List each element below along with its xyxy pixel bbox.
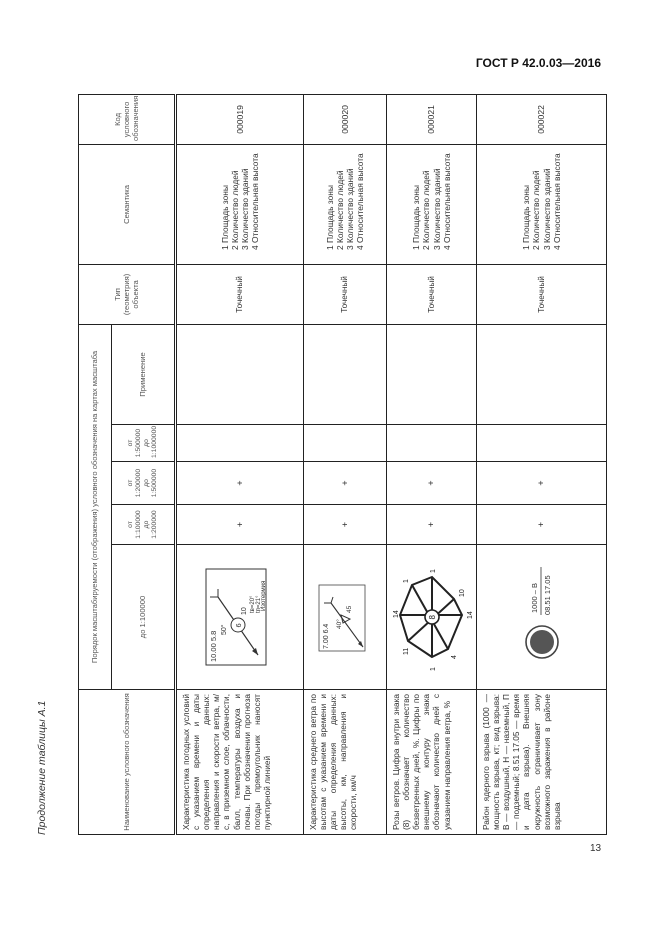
row-symbol — [304, 545, 387, 690]
svg-text:10: 10 — [241, 607, 248, 615]
row-semantics — [477, 144, 607, 264]
row-name: Район ядерного взрыва (1000 — мощность взрыва, кт; вид взрыва: В — воздушный, Н — наземный, П — подземный; 8.51 17.05 — время и дата взрыва). Внешняя окружность ограничивает зону возможного заражения в районе взрыва — [477, 690, 607, 835]
row-scale-3: + — [304, 462, 387, 505]
semantics-item: 4 Относительная высота — [355, 153, 366, 250]
row-code: 000022 — [477, 94, 607, 144]
header-semantics: Семантика — [79, 144, 176, 264]
symbols-table — [78, 94, 607, 835]
semantics-item: 2 Количество людей — [229, 170, 240, 250]
row-code: 000021 — [387, 94, 477, 144]
row-scale-4 — [387, 425, 477, 462]
row-symbol — [176, 545, 304, 690]
svg-text:1: 1 — [429, 667, 437, 671]
row-scale-3: + — [477, 462, 607, 505]
svg-text:tв=20°: tв=20° — [250, 595, 256, 613]
semantics-item: 1 Площадь зоны — [521, 185, 531, 250]
row-type: Точечный — [387, 264, 477, 324]
svg-text:14: 14 — [392, 610, 400, 618]
row-semantics — [176, 144, 304, 264]
semantics-item: 1 Площадь зоны — [411, 185, 421, 250]
row-code: 000020 — [304, 94, 387, 144]
svg-text:1000 – В: 1000 – В — [529, 582, 539, 613]
semantics-item: 4 Относительная высота — [441, 153, 452, 250]
semantics-item: 1 Площадь зоны — [219, 185, 230, 250]
table-row — [477, 94, 607, 834]
row-name: Характеристика погодных условий с указанием времени и даты определения данных: направления и скорости ветра, м/с, в приземном слое, облачности, балл, температуры воздуха и почвы. При обозначении прогноза погоды прямоугольник наносят пунктирной линией — [176, 690, 304, 835]
row-name: Характеристика среднего ветра по высотам с указанием времени и даты определения данных: высоты, км, направления и скорости, км/ч — [304, 690, 387, 835]
row-scale-2: + — [176, 505, 304, 545]
row-symbol — [387, 545, 477, 690]
table-caption: Продолжение таблицы А.1 — [36, 700, 48, 835]
row-name: Розы ветров. Цифра внутри знака (8) обозначает количество безветренных дней, %. Цифры по внешнему контуру знака обозначают количество дней с указанием направления ветра, % — [387, 690, 477, 835]
table-row — [176, 94, 304, 834]
row-symbol — [477, 545, 607, 690]
header-scale-2: от 1:100000 до 1:200000 — [112, 505, 176, 545]
semantics-item: 3 Количество зданий — [345, 168, 355, 250]
semantics-item: 3 Количество зданий — [541, 168, 552, 250]
header-code: Код условного обозначения — [79, 94, 176, 144]
svg-text:08.51 17.05: 08.51 17.05 — [542, 575, 552, 615]
row-scale-2: + — [477, 505, 607, 545]
svg-text:14: 14 — [466, 611, 474, 619]
header-scale-group: Порядок масштабируемости (отображения) условного обозначения на картах масштаба — [79, 324, 112, 689]
header-name: Наименование условного обозначения — [79, 690, 176, 835]
svg-text:4: 4 — [450, 655, 458, 659]
document-standard-header: ГОСТ Р 42.0.03—2016 — [475, 56, 601, 70]
svg-text:8: 8 — [427, 615, 437, 620]
svg-text:6: 6 — [234, 623, 243, 628]
row-semantics — [387, 144, 477, 264]
rotated-table-container — [78, 95, 600, 835]
table-row — [304, 94, 387, 834]
semantics-item: 3 Количество зданий — [240, 168, 250, 250]
svg-text:10.00 5.8: 10.00 5.8 — [209, 630, 218, 662]
row-scale-3: + — [176, 462, 304, 505]
row-application — [176, 324, 304, 424]
row-semantics — [304, 144, 387, 264]
page-number: 13 — [590, 843, 602, 854]
svg-text:tп=21°: tп=21° — [256, 595, 262, 613]
row-type: Точечный — [477, 264, 607, 324]
row-type: Точечный — [176, 264, 304, 324]
svg-text:1: 1 — [402, 579, 410, 583]
semantics-item: 1 Площадь зоны — [324, 185, 335, 250]
semantics-item: 2 Количество людей — [421, 170, 432, 250]
row-scale-3: + — [387, 462, 477, 505]
row-application — [387, 324, 477, 424]
svg-text:45: 45 — [346, 605, 353, 613]
row-code: 000019 — [176, 94, 304, 144]
svg-text:10: 10 — [458, 589, 466, 597]
row-scale-4 — [477, 425, 607, 462]
semantics-item: 4 Относительная высота — [551, 153, 562, 250]
nuclear-explosion-symbol-icon — [507, 557, 577, 677]
semantics-item: 4 Относительная высота — [250, 153, 261, 250]
header-scale-1: до 1:100000 — [112, 545, 176, 690]
header-application: Применение — [112, 324, 176, 424]
svg-text:7.00 6.4: 7.00 6.4 — [323, 623, 330, 649]
row-scale-2: + — [304, 505, 387, 545]
wind-rose-symbol-icon — [390, 557, 474, 677]
row-application — [304, 324, 387, 424]
svg-text:50°: 50° — [221, 624, 228, 635]
header-scale-3: от 1:200000 до 1:500000 — [112, 462, 176, 505]
row-type: Точечный — [304, 264, 387, 324]
semantics-item: 2 Количество людей — [334, 170, 345, 250]
row-scale-4 — [304, 425, 387, 462]
row-scale-4 — [176, 425, 304, 462]
header-scale-4: от 1:500000 до 1:1000000 — [112, 425, 176, 462]
svg-text:40°: 40° — [336, 619, 343, 629]
svg-text:11: 11 — [402, 647, 410, 655]
semantics-item: 3 Количество зданий — [431, 168, 442, 250]
header-type: Тип (геометрия) объекта — [79, 264, 176, 324]
row-scale-2: + — [387, 505, 477, 545]
svg-text:1: 1 — [429, 569, 437, 573]
semantics-item: 2 Количество людей — [531, 170, 542, 250]
average-wind-symbol-icon — [313, 567, 377, 667]
svg-text:Изотермия: Изотермия — [261, 580, 267, 611]
row-application — [477, 324, 607, 424]
table-row — [387, 94, 477, 834]
weather-conditions-symbol-icon — [200, 557, 280, 677]
